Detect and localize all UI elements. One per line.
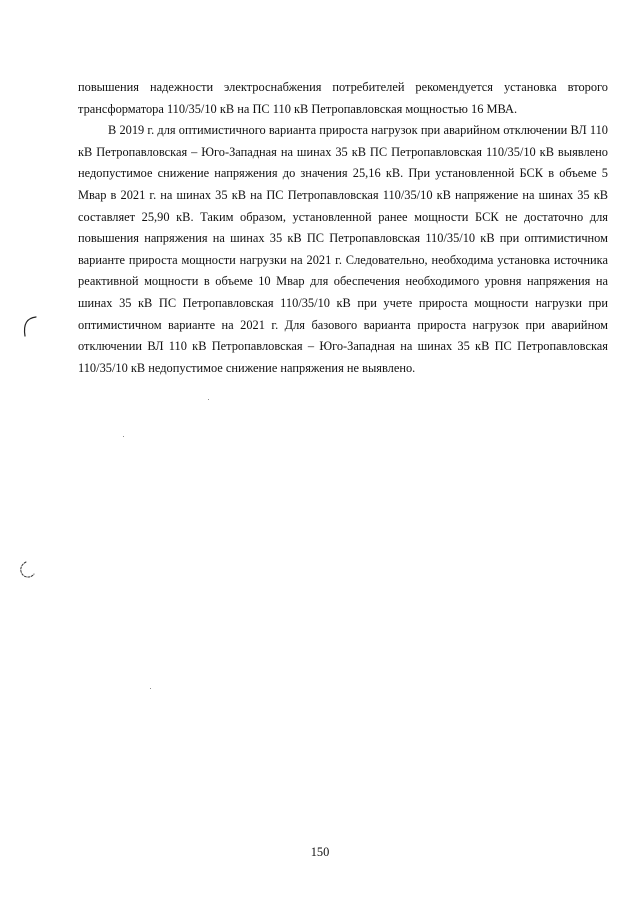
paragraph-voltage-analysis: В 2019 г. для оптимистичного варианта прироста нагрузок при аварийном отключении ВЛ 110 кВ Петропавловская – Юго-Западная на шинах 35 кВ ПС Петропавловская 110/35/10 кВ выявлено недопустимое снижение напряжения до значения 25,16 кВ. При установленной БСК в объеме 5 Мвар в 2021 г. на шинах 35 кВ на ПС Петропавловская 110/35/10 кВ напряжение на шинах 35 кВ составляет 25,90 кВ. Таким образом, установленной ранее мощности БСК не достаточно для повышения напряжения на шинах 35 кВ ПС Петропавловская 110/35/10 кВ при оптимистичном варианте прироста мощности нагрузки на 2021 г. Следовательно, необходима установка источника реактивной мощности в объеме 10 Мвар для обеспечения необходимого уровня напряжения на шинах 35 кВ ПС Петропавловская 110/35/10 кВ при учете прироста мощности нагрузки при оптимистичном варианте на 2021 г. Для базового варианта прироста нагрузок при аварийном отключении ВЛ 110 кВ Петропавловская – Юго-Западная на шинах 35 кВ ПС Петропавловская 110/35/10 кВ недопустимое снижение напряжения не выявлено. [78, 123, 608, 375]
binding-hole-mark-top [18, 314, 40, 342]
scan-speck [123, 436, 124, 437]
binding-hole-mark-bottom [16, 558, 40, 582]
body-text [78, 77, 608, 379]
paragraph-continuation: повышения надежности электроснабжения потребителей рекомендуется установка второго трансформатора 110/35/10 кВ на ПС 110 кВ Петропавловская мощностью 16 МВА. [78, 80, 608, 116]
scan-speck [150, 688, 151, 689]
page-number: 150 [310, 845, 330, 859]
scan-speck [208, 399, 209, 400]
